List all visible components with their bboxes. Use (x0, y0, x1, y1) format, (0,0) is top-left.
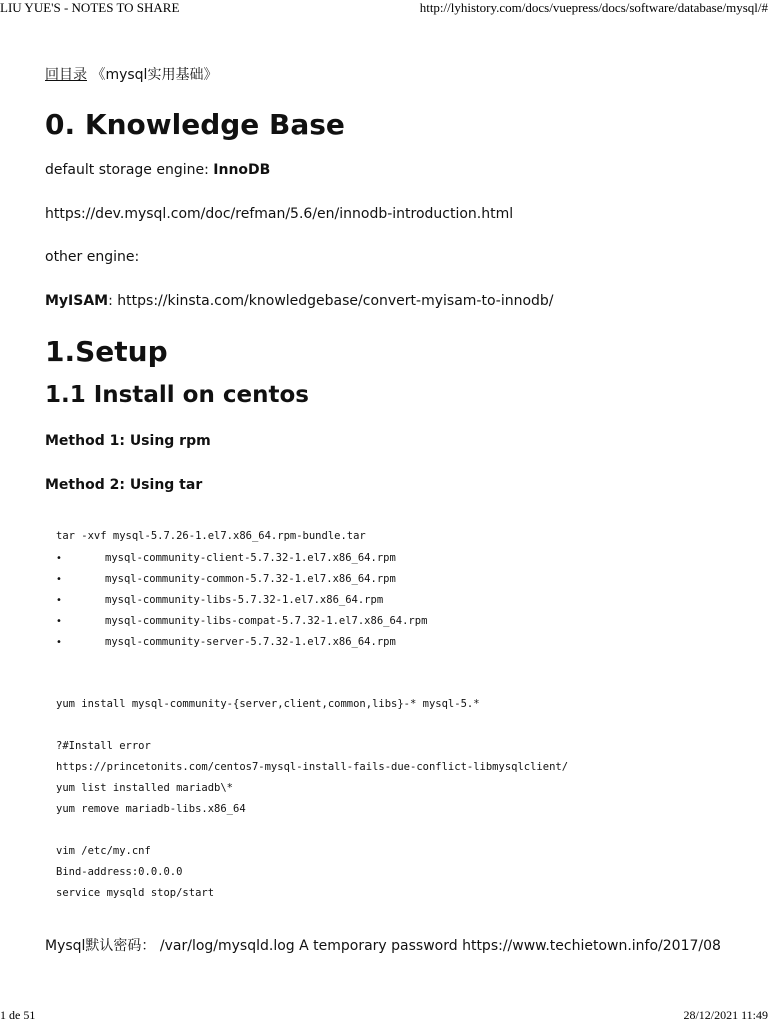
myisam-label: MyISAM (45, 293, 109, 309)
bullet-icon: • (56, 616, 62, 627)
code-bind-address: Bind-address:0.0.0.0 (56, 866, 183, 878)
breadcrumb (45, 64, 217, 84)
storage-engine-label: default storage engine: (45, 162, 214, 178)
storage-engine-line (45, 162, 270, 178)
code-yum-list: yum list installed mariadb\* (56, 782, 234, 794)
print-footer (0, 1006, 768, 1024)
subsection-title-install-centos: 1.1 Install on centos (45, 382, 309, 408)
bullet-icon: • (56, 553, 62, 564)
bullet-icon: • (56, 595, 62, 606)
list-item: mysql-community-common-5.7.32-1.el7.x86_64.rpm (105, 573, 396, 585)
page-number: 1 de 51 (0, 1008, 36, 1022)
code-yum-install: yum install mysql-community-{server,client,common,libs}-* mysql-5.* (56, 698, 480, 710)
code-tar-command: tar -xvf mysql-5.7.26-1.el7.x86_64.rpm-bundle.tar (56, 530, 366, 542)
list-item: mysql-community-client-5.7.32-1.el7.x86_64.rpm (105, 552, 396, 564)
list-item: mysql-community-server-5.7.32-1.el7.x86_64.rpm (105, 636, 396, 648)
section-title-knowledge-base: 0. Knowledge Base (45, 108, 345, 141)
code-vim-cnf: vim /etc/my.cnf (56, 845, 151, 857)
innodb-doc-link[interactable]: https://dev.mysql.com/doc/refman/5.6/en/innodb-introduction.html (45, 206, 514, 222)
back-to-toc-link[interactable]: 回目录 (45, 67, 87, 83)
default-password-line: Mysql默认密码： /var/log/mysqld.log A temporary password https://www.techietown.info/2017/08 (45, 938, 721, 954)
list-item: mysql-community-libs-compat-5.7.32-1.el7.x86_64.rpm (105, 615, 428, 627)
book-title: 《mysql实用基础》 (91, 67, 218, 83)
myisam-line (45, 293, 554, 309)
print-datetime: 28/12/2021 11:49 (683, 1008, 768, 1022)
list-item: mysql-community-libs-5.7.32-1.el7.x86_64.rpm (105, 594, 384, 606)
other-engine-label: other engine: (45, 249, 140, 265)
code-error-comment: ?#Install error (56, 740, 151, 752)
myisam-link[interactable]: : https://kinsta.com/knowledgebase/convert-myisam-to-innodb/ (108, 293, 554, 309)
print-header (0, 0, 768, 18)
code-yum-remove: yum remove mariadb-libs.x86_64 (56, 803, 246, 815)
bullet-icon: • (56, 637, 62, 648)
method-1-heading: Method 1: Using rpm (45, 433, 211, 449)
header-site-title: LIU YUE'S - NOTES TO SHARE (0, 0, 180, 15)
storage-engine-value: InnoDB (213, 162, 271, 178)
bullet-icon: • (56, 574, 62, 585)
code-error-url: https://princetonits.com/centos7-mysql-install-fails-due-conflict-libmysqlclient/ (56, 761, 569, 773)
code-service-restart: service mysqld stop/start (56, 887, 215, 899)
header-url: http://lyhistory.com/docs/vuepress/docs/software/database/mysql/# (419, 0, 768, 15)
section-title-setup: 1.Setup (45, 335, 168, 368)
method-2-heading: Method 2: Using tar (45, 477, 203, 493)
